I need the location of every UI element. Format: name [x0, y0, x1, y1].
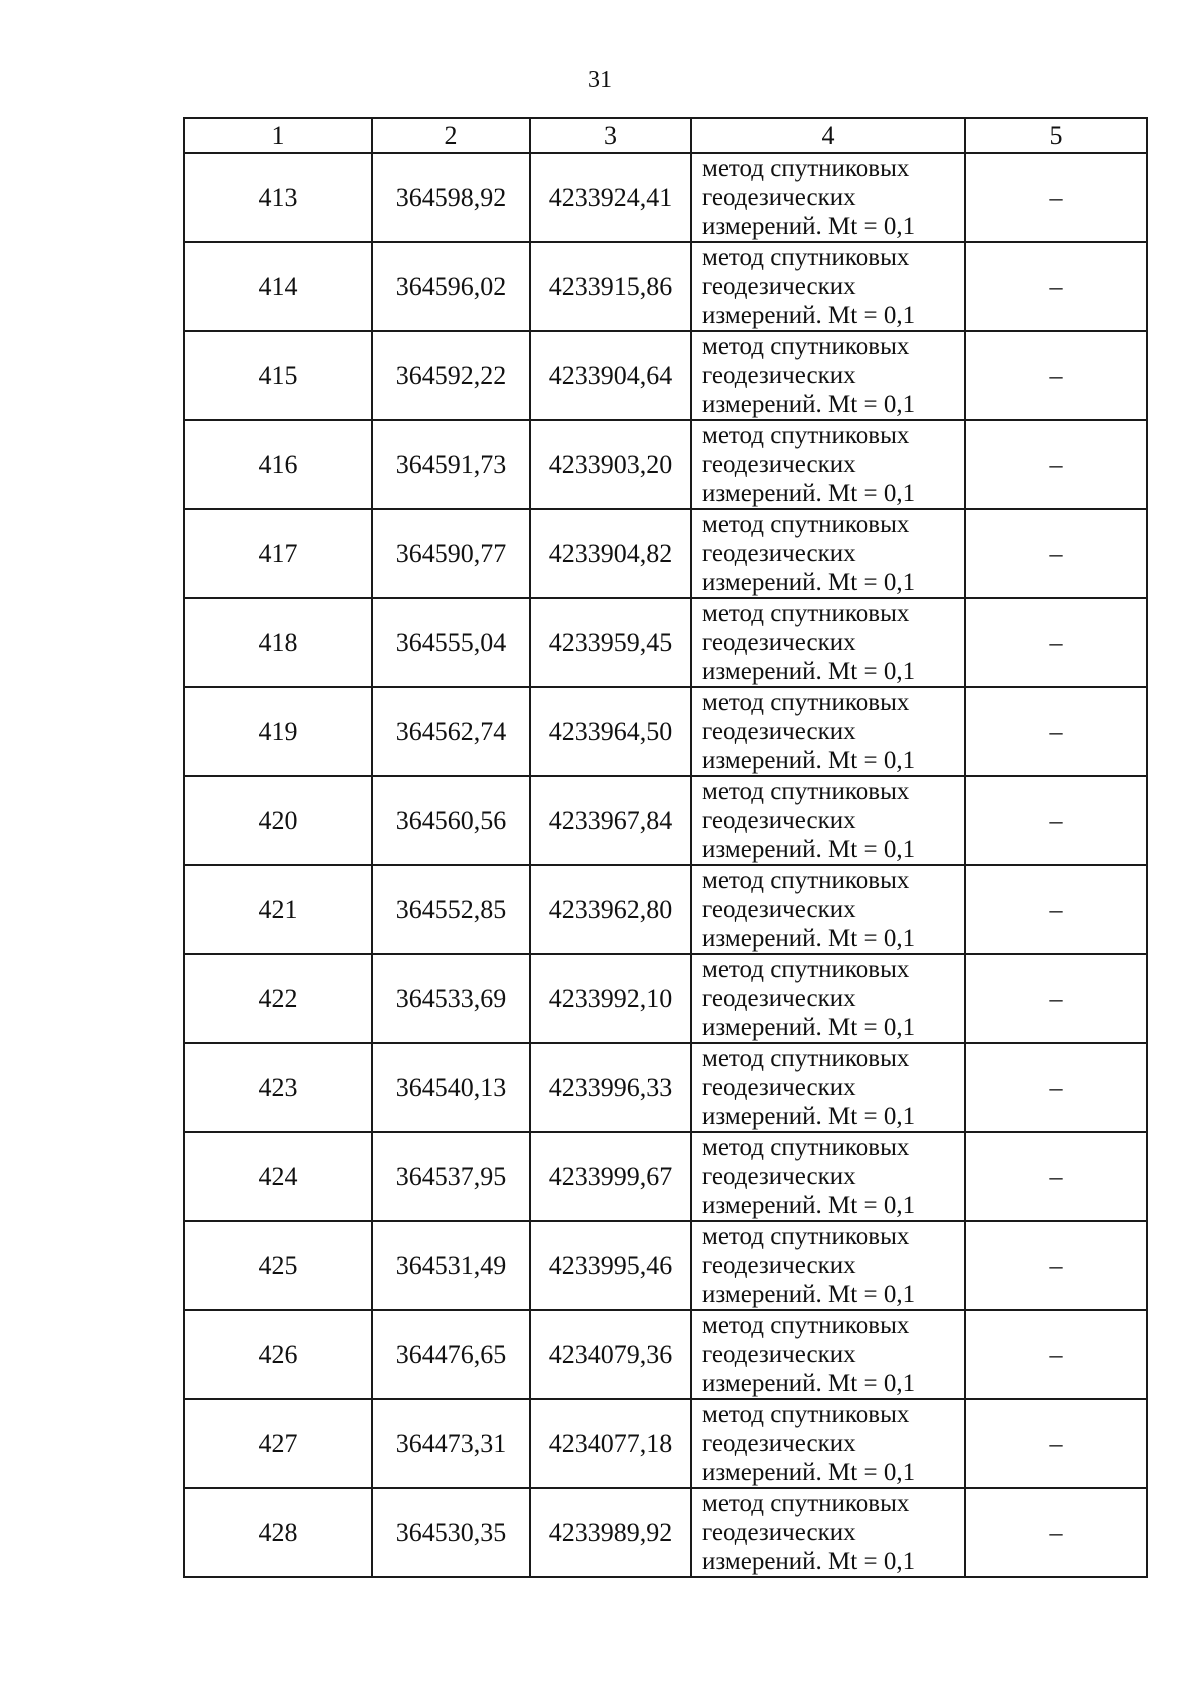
y-coordinate-cell: 4233915,86 [530, 242, 691, 331]
method-line: метод спутниковых [702, 244, 910, 271]
table-row [184, 865, 1147, 954]
method-line: метод спутниковых [702, 1045, 910, 1072]
table-row [184, 1132, 1147, 1221]
x-coordinate-cell: 364473,31 [372, 1399, 530, 1488]
point-number-cell: 428 [184, 1488, 372, 1577]
method-line: метод спутниковых [702, 778, 910, 805]
note-cell: – [965, 598, 1147, 687]
table-row [184, 954, 1147, 1043]
note-cell: – [965, 954, 1147, 1043]
method-line: геодезических [702, 1430, 856, 1457]
method-line: измерений. Mt = 0,1 [702, 1459, 916, 1486]
method-line: геодезических [702, 451, 856, 478]
point-number-cell: 418 [184, 598, 372, 687]
method-cell [691, 1043, 965, 1132]
note-cell: – [965, 153, 1147, 242]
x-coordinate-cell: 364562,74 [372, 687, 530, 776]
method-line: измерений. Mt = 0,1 [702, 1370, 916, 1397]
x-coordinate-cell: 364533,69 [372, 954, 530, 1043]
method-line: измерений. Mt = 0,1 [702, 213, 916, 240]
point-number-cell: 420 [184, 776, 372, 865]
method-line: измерений. Mt = 0,1 [702, 1281, 916, 1308]
method-cell [691, 1488, 965, 1577]
note-cell: – [965, 687, 1147, 776]
method-line: геодезических [702, 1519, 856, 1546]
point-number-cell: 427 [184, 1399, 372, 1488]
note-cell: – [965, 420, 1147, 509]
y-coordinate-cell: 4233995,46 [530, 1221, 691, 1310]
note-cell: – [965, 331, 1147, 420]
method-line: измерений. Mt = 0,1 [702, 569, 916, 596]
x-coordinate-cell: 364531,49 [372, 1221, 530, 1310]
method-line: измерений. Mt = 0,1 [702, 747, 916, 774]
method-line: измерений. Mt = 0,1 [702, 1192, 916, 1219]
method-line: измерений. Mt = 0,1 [702, 925, 916, 952]
method-cell [691, 865, 965, 954]
method-cell [691, 776, 965, 865]
table-row [184, 509, 1147, 598]
point-number-cell: 426 [184, 1310, 372, 1399]
method-line: метод спутниковых [702, 1401, 910, 1428]
x-coordinate-cell: 364476,65 [372, 1310, 530, 1399]
method-line: геодезических [702, 985, 856, 1012]
method-cell [691, 1132, 965, 1221]
method-line: измерений. Mt = 0,1 [702, 391, 916, 418]
table-row [184, 420, 1147, 509]
y-coordinate-cell: 4233964,50 [530, 687, 691, 776]
point-number-cell: 416 [184, 420, 372, 509]
method-line: геодезических [702, 718, 856, 745]
y-coordinate-cell: 4233924,41 [530, 153, 691, 242]
x-coordinate-cell: 364555,04 [372, 598, 530, 687]
method-line: измерений. Mt = 0,1 [702, 658, 916, 685]
table-row [184, 1310, 1147, 1399]
note-cell: – [965, 776, 1147, 865]
x-coordinate-cell: 364592,22 [372, 331, 530, 420]
header-cell-5: 5 [965, 118, 1147, 153]
method-line: метод спутниковых [702, 333, 910, 360]
note-cell: – [965, 1043, 1147, 1132]
point-number-cell: 422 [184, 954, 372, 1043]
note-cell: – [965, 1132, 1147, 1221]
table-row [184, 1221, 1147, 1310]
y-coordinate-cell: 4233904,82 [530, 509, 691, 598]
y-coordinate-cell: 4233967,84 [530, 776, 691, 865]
note-cell: – [965, 1310, 1147, 1399]
method-line: измерений. Mt = 0,1 [702, 1014, 916, 1041]
x-coordinate-cell: 364598,92 [372, 153, 530, 242]
method-line: метод спутниковых [702, 956, 910, 983]
method-cell [691, 954, 965, 1043]
method-line: геодезических [702, 896, 856, 923]
method-line: геодезических [702, 629, 856, 656]
table-row [184, 598, 1147, 687]
x-coordinate-cell: 364540,13 [372, 1043, 530, 1132]
y-coordinate-cell: 4233999,67 [530, 1132, 691, 1221]
y-coordinate-cell: 4233996,33 [530, 1043, 691, 1132]
y-coordinate-cell: 4233992,10 [530, 954, 691, 1043]
method-line: метод спутниковых [702, 511, 910, 538]
method-line: метод спутниковых [702, 1223, 910, 1250]
point-number-cell: 417 [184, 509, 372, 598]
y-coordinate-cell: 4233903,20 [530, 420, 691, 509]
method-line: геодезических [702, 1252, 856, 1279]
note-cell: – [965, 1221, 1147, 1310]
x-coordinate-cell: 364530,35 [372, 1488, 530, 1577]
x-coordinate-cell: 364552,85 [372, 865, 530, 954]
method-line: метод спутниковых [702, 600, 910, 627]
x-coordinate-cell: 364596,02 [372, 242, 530, 331]
method-line: геодезических [702, 540, 856, 567]
page-number: 31 [588, 67, 612, 93]
method-cell [691, 1399, 965, 1488]
y-coordinate-cell: 4234077,18 [530, 1399, 691, 1488]
method-line: метод спутниковых [702, 1134, 910, 1161]
method-line: геодезических [702, 1163, 856, 1190]
method-line: измерений. Mt = 0,1 [702, 836, 916, 863]
point-number-cell: 414 [184, 242, 372, 331]
header-cell-1: 1 [184, 118, 372, 153]
method-line: геодезических [702, 184, 856, 211]
point-number-cell: 424 [184, 1132, 372, 1221]
point-number-cell: 421 [184, 865, 372, 954]
x-coordinate-cell: 364590,77 [372, 509, 530, 598]
table-body [184, 153, 1147, 1577]
method-line: метод спутниковых [702, 1312, 910, 1339]
method-line: метод спутниковых [702, 1490, 910, 1517]
x-coordinate-cell: 364591,73 [372, 420, 530, 509]
point-number-cell: 413 [184, 153, 372, 242]
coordinates-table [183, 117, 1148, 1578]
method-line: метод спутниковых [702, 689, 910, 716]
table-header [184, 118, 1147, 153]
method-line: геодезических [702, 273, 856, 300]
table-row [184, 687, 1147, 776]
method-line: метод спутниковых [702, 155, 910, 182]
table-row [184, 153, 1147, 242]
header-cell-3: 3 [530, 118, 691, 153]
method-line: измерений. Mt = 0,1 [702, 302, 916, 329]
method-line: измерений. Mt = 0,1 [702, 480, 916, 507]
y-coordinate-cell: 4233989,92 [530, 1488, 691, 1577]
method-cell [691, 331, 965, 420]
method-line: метод спутниковых [702, 422, 910, 449]
y-coordinate-cell: 4234079,36 [530, 1310, 691, 1399]
y-coordinate-cell: 4233962,80 [530, 865, 691, 954]
point-number-cell: 419 [184, 687, 372, 776]
header-cell-4: 4 [691, 118, 965, 153]
note-cell: – [965, 865, 1147, 954]
method-cell [691, 420, 965, 509]
y-coordinate-cell: 4233959,45 [530, 598, 691, 687]
table-row [184, 1488, 1147, 1577]
note-cell: – [965, 509, 1147, 598]
y-coordinate-cell: 4233904,64 [530, 331, 691, 420]
method-line: геодезических [702, 807, 856, 834]
x-coordinate-cell: 364560,56 [372, 776, 530, 865]
method-cell [691, 1310, 965, 1399]
method-cell [691, 242, 965, 331]
x-coordinate-cell: 364537,95 [372, 1132, 530, 1221]
method-cell [691, 153, 965, 242]
method-cell [691, 509, 965, 598]
method-cell [691, 1221, 965, 1310]
method-line: геодезических [702, 1074, 856, 1101]
method-line: геодезических [702, 1341, 856, 1368]
method-line: измерений. Mt = 0,1 [702, 1548, 916, 1575]
table-row [184, 1043, 1147, 1132]
method-line: геодезических [702, 362, 856, 389]
table-row [184, 776, 1147, 865]
note-cell: – [965, 1488, 1147, 1577]
method-line: измерений. Mt = 0,1 [702, 1103, 916, 1130]
point-number-cell: 425 [184, 1221, 372, 1310]
table-row [184, 242, 1147, 331]
header-cell-2: 2 [372, 118, 530, 153]
method-line: метод спутниковых [702, 867, 910, 894]
header-row [184, 118, 1147, 153]
table-row [184, 331, 1147, 420]
method-cell [691, 598, 965, 687]
method-cell [691, 687, 965, 776]
point-number-cell: 423 [184, 1043, 372, 1132]
note-cell: – [965, 242, 1147, 331]
table-row [184, 1399, 1147, 1488]
note-cell: – [965, 1399, 1147, 1488]
point-number-cell: 415 [184, 331, 372, 420]
